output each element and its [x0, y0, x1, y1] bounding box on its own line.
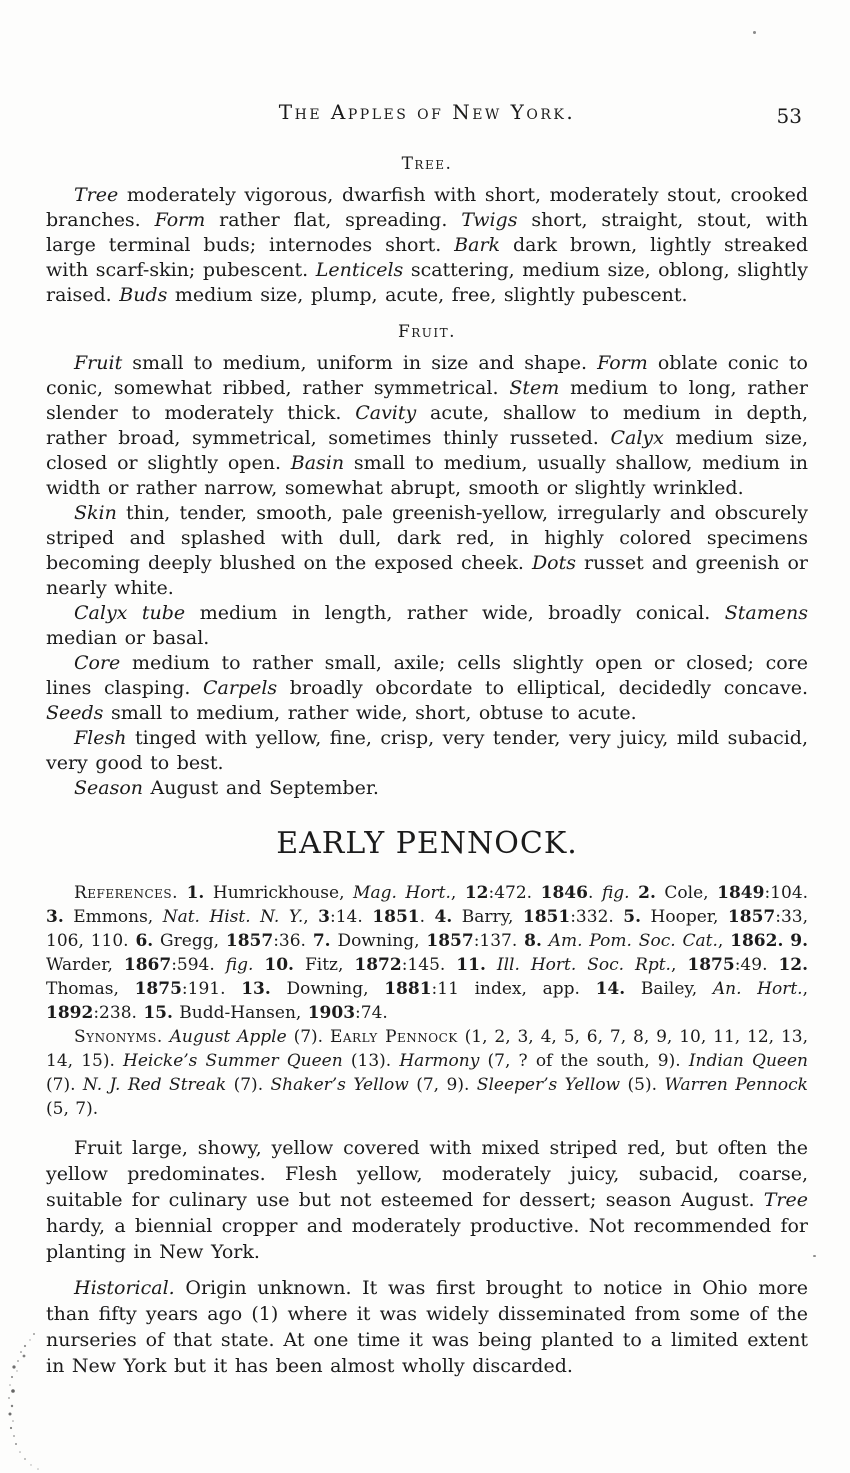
- skin-paragraph: Skin thin, tender, smooth, pale greenish-yellow, irregularly and obscurely striped and splashed with dull, dark red, in highly colored specimens becoming deeply blushed on the exposed cheek. Dots russet and greenish or nearly white.: [46, 502, 808, 599]
- flesh-paragraph: Flesh tinged with yellow, fine, crisp, very tender, very juicy, mild subacid, very good to best.: [46, 727, 808, 774]
- calyx-tube-paragraph: Calyx tube medium in length, rather wide, broadly conical. Stamens median or basal.: [46, 602, 809, 649]
- section-heading-tree: Tree.: [401, 154, 453, 174]
- season-paragraph: Season August and September.: [74, 777, 379, 799]
- synonyms-paragraph: Synonyms. August Apple (7). Early Pennock (1, 2, 3, 4, 5, 6, 7, 8, 9, 10, 11, 12, 13, 14, 15). Heicke’s Summer Queen (13). Harmony (7, ? of the south, 9). Indian Queen (7). N. J. Red Streak (7). Shaker’s Yellow (7, 9). Sleeper’s Yellow (5). Warren Pennock (5, 7).: [46, 1027, 809, 1120]
- variety-heading: EARLY PENNOCK.: [276, 826, 578, 861]
- references-paragraph: References. 1. Humrickhouse, Mag. Hort., 12:472. 1846. fig. 2. Cole, 1849:104. 3. Emmons, Nat. Hist. N. Y., 3:14. 1851. 4. Barry, 1851:332. 5. Hooper, 1857:33, 106, 110. 6. Gregg, 1857:36. 7. Downing, 1857:137. 8. Am. Pom. Soc. Cat., 1862. 9. Warder, 1867:594. fig. 10. Fitz, 1872:145. 11. Ill. Hort. Soc. Rpt., 1875:49. 12. Thomas, 1875:191. 13. Downing, 1881:11 index, app. 14. Bailey, An. Hort., 1892:238. 15. Budd-Hansen, 1903:74.: [46, 883, 809, 1024]
- historical-paragraph: Historical. Origin unknown. It was first brought to notice in Ohio more than fifty years ago (1) where it was widely disseminated from some of the nurseries of that state. At one time it was being planted to a limited extent in New York but it has been almost wholly discarded.: [46, 1277, 808, 1378]
- tree-paragraph: Tree moderately vigorous, dwarfish with short, moderately stout, crooked branches. Form rather flat, spreading. Twigs short, straight, stout, with large terminal buds; internodes short. Bark dark brown, lightly streaked with scarf-skin; pubescent. Lenticels scattering, medium size, oblong, slightly raised. Buds medium size, plump, acute, free, slightly pubescent.: [46, 184, 808, 306]
- description-paragraph: Fruit large, showy, yellow covered with mixed striped red, but often the yellow predominates. Flesh yellow, moderately juicy, subacid, coarse, suitable for culinary use but not esteemed for dessert; season August. Tree hardy, a biennial cropper and moderately productive. Not recommended for planting in New York.: [46, 1137, 808, 1264]
- section-heading-fruit: Fruit.: [397, 322, 457, 342]
- core-paragraph: Core medium to rather small, axile; cells slightly open or closed; core lines clasping. Carpels broadly obcordate to elliptical, decidedly concave. Seeds small to medium, rather wide, short, obtuse to acute.: [46, 652, 808, 724]
- page-number: 53: [776, 104, 802, 128]
- scan-speck-artifact: [753, 31, 756, 34]
- fruit-paragraph: Fruit small to medium, uniform in size and shape. Form oblate conic to conic, somewhat ribbed, rather symmetrical. Stem medium to long, rather slender to moderately thick. Cavity acute, shallow to medium in depth, rather broad, symmetrical, sometimes thinly russeted. Calyx medium size, closed or slightly open. Basin small to medium, usually shallow, medium in width or rather narrow, somewhat abrupt, smooth or slightly wrinkled.: [46, 352, 808, 499]
- running-head: [46, 100, 808, 128]
- scan-speck-artifact: [813, 1255, 816, 1257]
- text-column: [46, 0, 808, 1379]
- running-title: The Apples of New York.: [278, 100, 576, 124]
